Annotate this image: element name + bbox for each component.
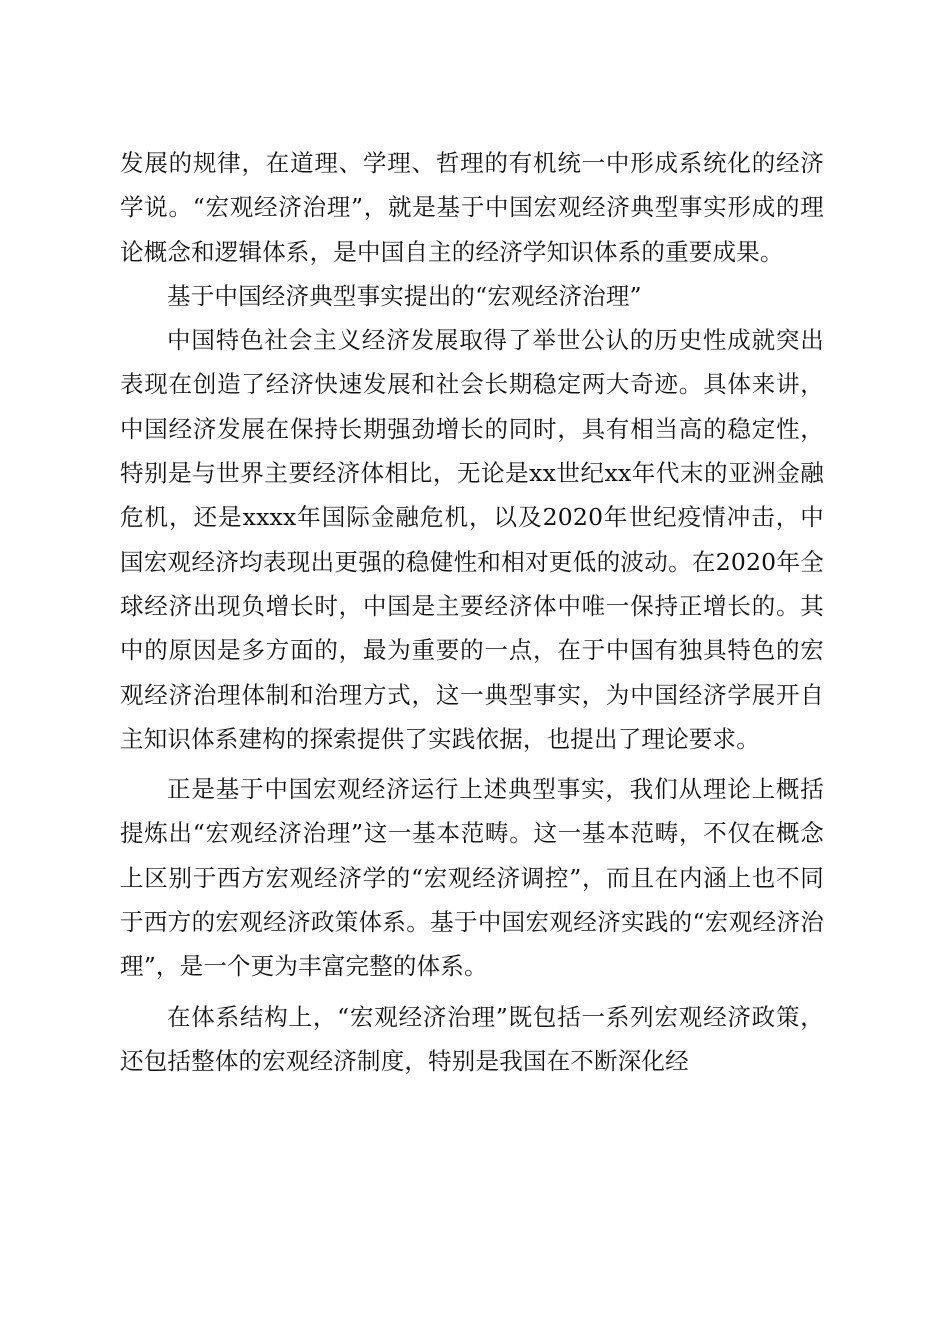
- paragraph: 正是基于中国宏观经济运行上述典型事实，我们从理论上概括提炼出“宏观经济治理”这一基本范畴。这一基本范畴，不仅在概念上区别于西方宏观经济学的“宏观经济调控”，而且在内涵上也不同于西方的宏观经济政策体系。基于中国宏观经济实践的“宏观经济治理”，是一个更为丰富完整的体系。: [120, 775, 824, 981]
- section-heading: 基于中国经济典型事实提出的“宏观经济治理”: [167, 281, 642, 310]
- document-body: [120, 141, 824, 1083]
- paragraph-continued: 发展的规律，在道理、学理、哲理的有机统一中形成系统化的经济学说。“宏观经济治理”，就是基于中国宏观经济典型事实形成的理论概念和逻辑体系，是中国自主的经济学知识体系的重要成果。: [120, 149, 824, 266]
- paragraph: 中国特色社会主义经济发展取得了举世公认的历史性成就突出表现在创造了经济快速发展和社会长期稳定两大奇迹。具体来讲，中国经济发展在保持长期强劲增长的同时，具有相当高的稳定性，特别是与世界主要经济体相比，无论是xx世纪xx年代末的亚洲金融危机，还是xxxx年国际金融危机，以及2020年世纪疫情冲击，中国宏观经济均表现出更强的稳健性和相对更低的波动。在2020年全球经济出现负增长时，中国是主要经济体中唯一保持正增长的。其中的原因是多方面的，最为重要的一点，在于中国有独具特色的宏观经济治理体制和治理方式，这一典型事实，为中国经济学展开自主知识体系建构的探索提供了实践依据，也提出了理论要求。: [120, 326, 824, 753]
- paragraph: 在体系结构上，“宏观经济治理”既包括一系列宏观经济政策，还包括整体的宏观经济制度，特别是我国在不断深化经: [120, 1002, 824, 1075]
